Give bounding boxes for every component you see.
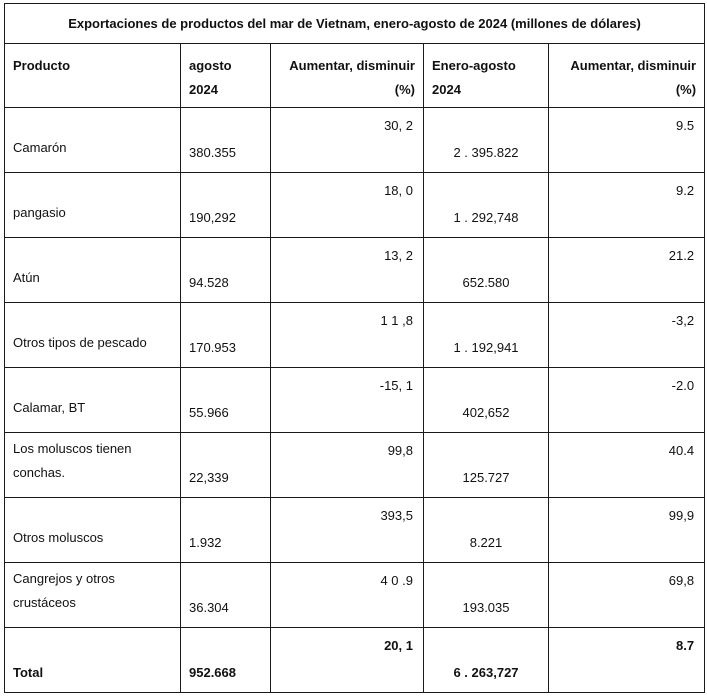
ene-ago-value: 193.035 <box>462 600 510 615</box>
table-row <box>5 563 705 628</box>
pct-agosto-value: -15, 1 <box>379 378 413 393</box>
table-row <box>5 303 705 368</box>
pct-ene-value: 21.2 <box>668 248 695 263</box>
pct-agosto-value: 18, 0 <box>384 183 413 198</box>
agosto-value: 1.932 <box>189 535 222 550</box>
table-row <box>5 108 705 173</box>
table-row <box>5 498 705 563</box>
header-producto: Producto <box>13 58 71 73</box>
product-name: Cangrejos y otros crustáceos <box>13 571 115 610</box>
agosto-value: 190,292 <box>189 210 236 225</box>
header-agosto: agosto 2024 <box>189 58 232 97</box>
header-change-ytd: Aumentar, disminuir (%) <box>570 58 697 97</box>
agosto-value: 94.528 <box>189 275 229 290</box>
pct-ene-value: 40.4 <box>668 443 695 458</box>
pct-agosto-value: 393,5 <box>380 508 413 523</box>
pct-agosto-value: 13, 2 <box>384 248 413 263</box>
agosto-value: 380.355 <box>189 145 236 160</box>
table-row <box>5 433 705 498</box>
pct-agosto-value: 30, 2 <box>384 118 413 133</box>
pct-agosto-value: 4 0 .9 <box>380 573 413 588</box>
table-row <box>5 368 705 433</box>
ene-ago-value: 652.580 <box>462 275 510 290</box>
pct-ene-value: 9.5 <box>675 118 695 133</box>
header-enero-agosto: Enero-agosto 2024 <box>432 58 516 97</box>
total-row <box>5 628 705 693</box>
header-change-august: Aumentar, disminuir (%) <box>289 58 415 97</box>
pct-ene-value: 9.2 <box>675 183 695 198</box>
total-ene-ago: 6 . 263,727 <box>453 665 519 680</box>
header-row <box>5 44 705 108</box>
pct-ene-value: -2.0 <box>671 378 695 393</box>
agosto-value: 36.304 <box>189 600 229 615</box>
pct-ene-value: 69,8 <box>668 573 695 588</box>
table-title: Exportaciones de productos del mar de Vietnam, enero-agosto de 2024 (millones de dólares) <box>5 4 705 44</box>
total-label: Total <box>13 665 44 680</box>
pct-agosto-value: 1 1 ,8 <box>380 313 413 328</box>
ene-ago-value: 1 . 192,941 <box>453 340 519 355</box>
product-name: Otros tipos de pescado <box>13 335 147 350</box>
product-name: Los moluscos tienen conchas. <box>13 441 132 480</box>
ene-ago-value: 2 . 395.822 <box>453 145 519 160</box>
pct-ene-value: -3,2 <box>671 313 695 328</box>
ene-ago-value: 125.727 <box>462 470 510 485</box>
agosto-value: 55.966 <box>189 405 229 420</box>
agosto-value: 170.953 <box>189 340 236 355</box>
pct-ene-value: 99,9 <box>668 508 695 523</box>
ene-ago-value: 1 . 292,748 <box>453 210 519 225</box>
table-row <box>5 173 705 238</box>
agosto-value: 22,339 <box>189 470 229 485</box>
product-name: Camarón <box>13 140 67 155</box>
total-agosto: 952.668 <box>189 665 236 680</box>
ene-ago-value: 8.221 <box>469 535 503 550</box>
exports-table <box>4 3 705 693</box>
product-name: Calamar, BT <box>13 400 86 415</box>
product-name: pangasio <box>13 205 66 220</box>
ene-ago-value: 402,652 <box>462 405 510 420</box>
pct-agosto-value: 99,8 <box>387 443 413 458</box>
product-name: Otros moluscos <box>13 530 104 545</box>
product-name: Atún <box>13 270 40 285</box>
table-row <box>5 238 705 303</box>
total-pct-agosto: 20, 1 <box>384 638 413 653</box>
total-pct-ene: 8.7 <box>675 638 695 653</box>
